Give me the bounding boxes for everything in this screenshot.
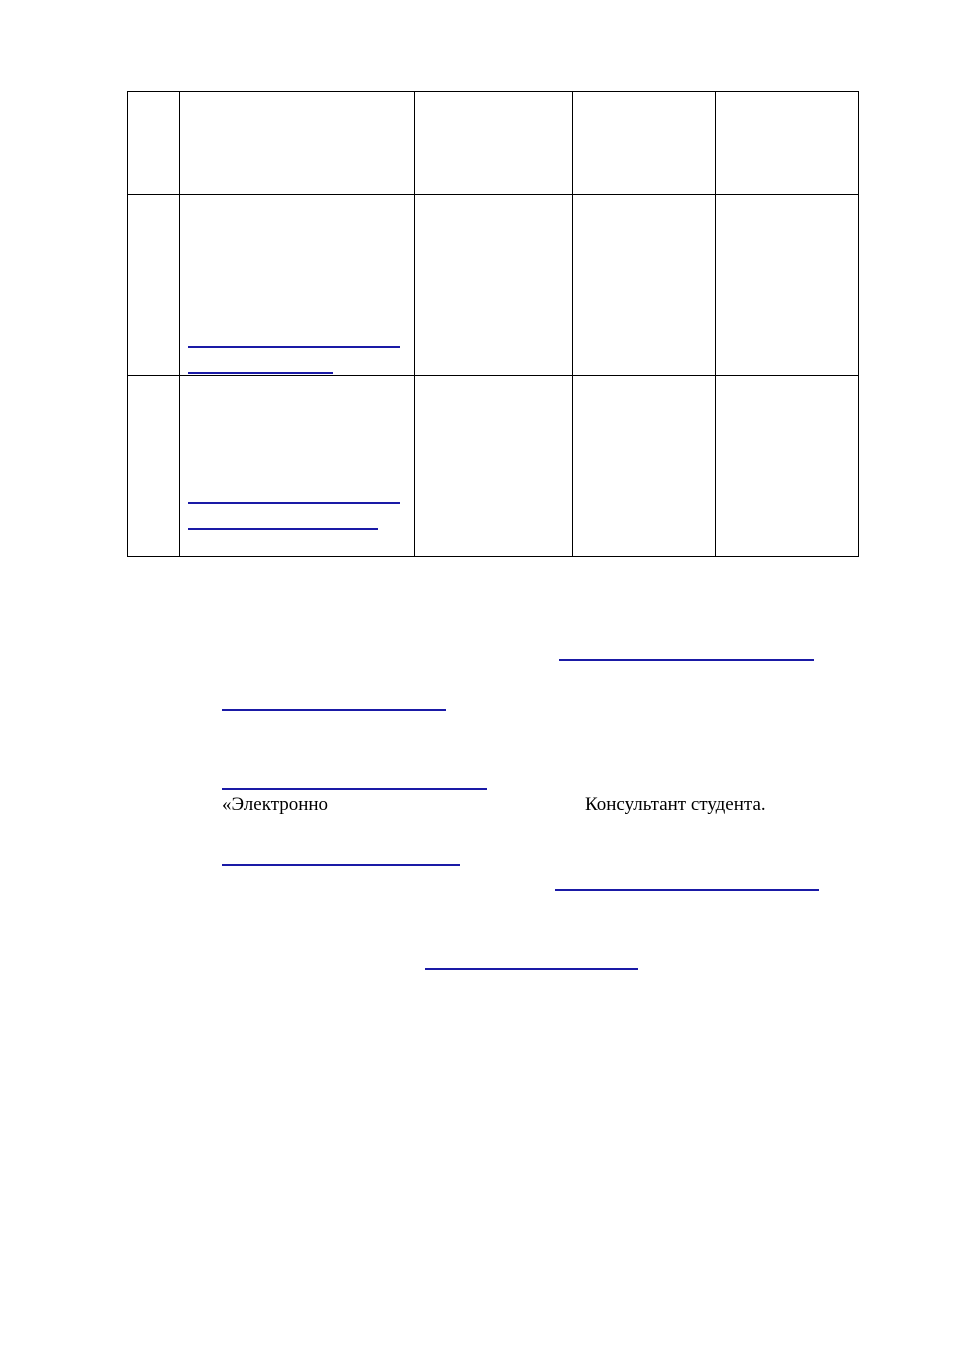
table-cell [180,92,415,195]
table-cell [716,195,859,376]
body-link-4[interactable] [222,864,460,866]
table-cell [128,92,180,195]
body-link-6[interactable] [425,968,638,970]
table-cell [180,195,415,376]
table-cell [573,376,716,557]
table-link-row1-line1[interactable] [188,346,400,348]
table-link-row1-line2[interactable] [188,372,333,374]
table-cell [573,92,716,195]
table-link-row2-line2[interactable] [188,528,378,530]
table-cell [415,92,573,195]
table-link-row2-line1[interactable] [188,502,400,504]
body-link-2[interactable] [222,709,446,711]
table-cell [415,195,573,376]
table-row [128,195,859,376]
table-cell [128,195,180,376]
table-cell [716,92,859,195]
table-cell [573,195,716,376]
table-row [128,92,859,195]
body-link-3[interactable] [222,788,487,790]
table-cell [716,376,859,557]
data-table [127,91,859,557]
table-cell [128,376,180,557]
consultant-text: Консультант студента. [585,794,766,815]
body-link-1[interactable] [559,659,814,661]
table-cell [415,376,573,557]
body-link-5[interactable] [555,889,819,891]
quote-text: «Электронно [222,794,329,815]
